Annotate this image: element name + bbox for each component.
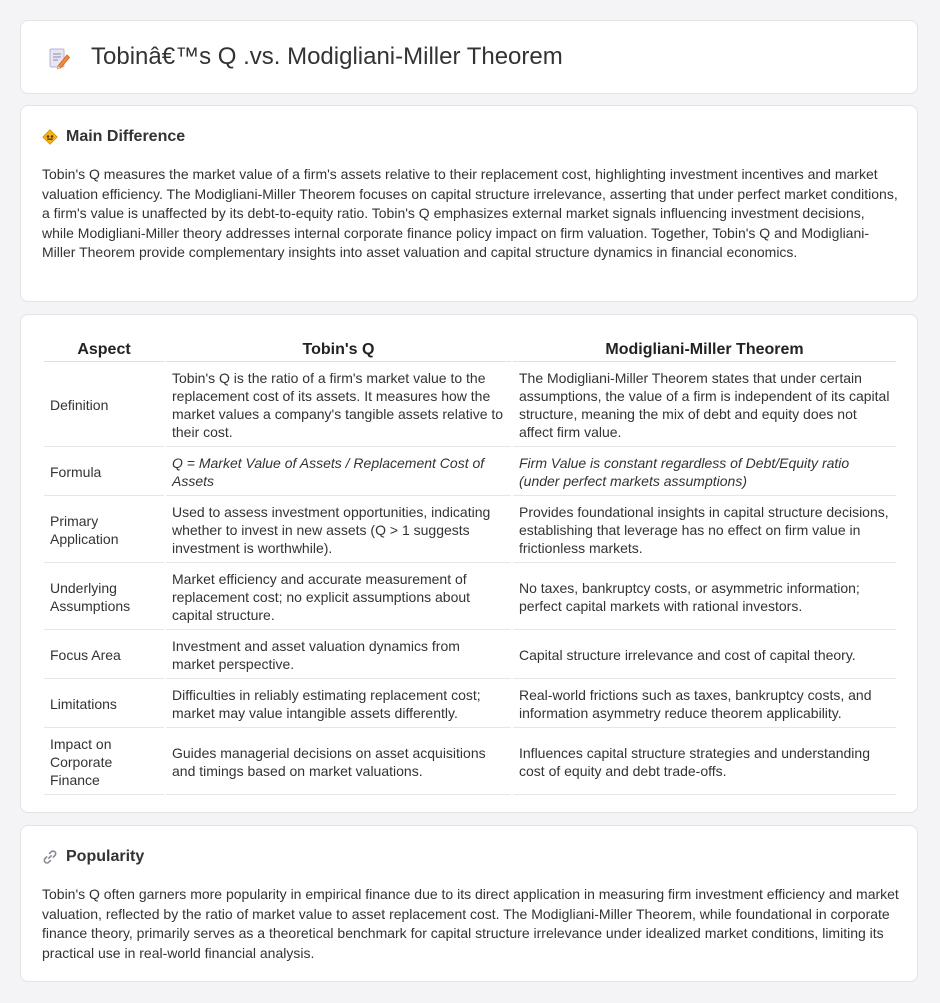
popularity-section	[20, 825, 918, 982]
aspect-cell: Underlying Assumptions	[44, 565, 164, 630]
table-row	[44, 364, 896, 447]
modigliani-miller-cell: Capital structure irrelevance and cost of capital theory.	[513, 632, 896, 679]
tobins-q-cell: Guides managerial decisions on asset acquisitions and timings based on market valuations.	[166, 730, 511, 795]
column-header-modigliani-miller: Modigliani-Miller Theorem	[513, 337, 896, 362]
comparison-section	[20, 314, 918, 813]
column-header-aspect: Aspect	[44, 337, 164, 362]
main-difference-heading: Main Difference	[66, 128, 186, 145]
tobins-q-cell: Investment and asset valuation dynamics from market perspective.	[166, 632, 511, 679]
table-row	[44, 498, 896, 563]
tobins-q-cell: Difficulties in reliably estimating replacement cost; market may value intangible assets differently.	[166, 681, 511, 728]
column-header-tobins-q: Tobin's Q	[166, 337, 511, 362]
aspect-cell: Primary Application	[44, 498, 164, 563]
comparison-table	[42, 335, 898, 797]
main-difference-header	[42, 128, 185, 146]
aspect-cell: Impact on Corporate Finance	[44, 730, 164, 795]
popularity-header	[42, 848, 144, 866]
main-difference-section	[20, 105, 918, 302]
aspect-cell: Focus Area	[44, 632, 164, 679]
modigliani-miller-cell: Real-world frictions such as taxes, bankruptcy costs, and information asymmetry reduce theorem applicability.	[513, 681, 896, 728]
link-icon	[42, 849, 58, 865]
table-row	[44, 681, 896, 728]
popularity-text: Tobin's Q often garners more popularity in empirical finance due to its direct application in measuring firm investment efficiency and market valuation, reflected by the ratio of market value to asset replacement cost. The Modigliani-Miller Theorem, while foundational in corporate finance theory, primarily serves as a theoretical benchmark for capital structure irrelevance under idealized market conditions, limiting its practical use in real-world financial analysis.	[42, 886, 899, 961]
aspect-cell: Limitations	[44, 681, 164, 728]
table-header-row	[44, 337, 896, 362]
modigliani-miller-cell: No taxes, bankruptcy costs, or asymmetric information; perfect capital markets with rational investors.	[513, 565, 896, 630]
aspect-cell: Formula	[44, 449, 164, 496]
main-difference-text: Tobin's Q measures the market value of a firm's assets relative to their replacement cost, highlighting investment incentives and market valuation efficiency. The Modigliani-Miller Theorem focuses on capital structure irrelevance, asserting that under perfect market conditions, a firm's value is unaffected by its debt-to-equity ratio. Tobin's Q emphasizes external market signals influencing investment decisions, while Modigliani-Miller theory addresses internal corporate finance policy impact on firm valuation. Together, Tobin's Q and Modigliani-Miller Theorem provide complementary insights into asset valuation and capital structure dynamics in financial economics.	[42, 166, 898, 261]
modigliani-miller-cell: Firm Value is constant regardless of Debt/Equity ratio (under perfect markets assumptions)	[513, 449, 896, 496]
table-row	[44, 449, 896, 496]
popularity-heading: Popularity	[66, 848, 145, 865]
modigliani-miller-cell: Provides foundational insights in capital structure decisions, establishing that leverage has no effect on firm value in frictionless markets.	[513, 498, 896, 563]
modigliani-miller-cell: Influences capital structure strategies and understanding cost of equity and debt trade-offs.	[513, 730, 896, 795]
table-row	[44, 730, 896, 795]
tobins-q-cell: Market efficiency and accurate measurement of replacement cost; no explicit assumptions about capital structure.	[166, 565, 511, 630]
aspect-cell: Definition	[44, 364, 164, 447]
table-row	[44, 565, 896, 630]
tobins-q-cell: Q = Market Value of Assets / Replacement Cost of Assets	[166, 449, 511, 496]
document-pencil-icon	[47, 46, 71, 70]
tobins-q-cell: Used to assess investment opportunities, indicating whether to invest in new assets (Q > 1 suggests investment is worthwhile).	[166, 498, 511, 563]
modigliani-miller-cell: The Modigliani-Miller Theorem states that under certain assumptions, the value of a firm is independent of its capital structure, meaning the mix of debt and equity does not affect firm value.	[513, 364, 896, 447]
title-card	[20, 20, 918, 94]
page-title: Tobinâ€™s Q .vs. Modigliani-Miller Theorem	[91, 43, 563, 70]
tobins-q-cell: Tobin's Q is the ratio of a firm's market value to the replacement cost of its assets. It measures how the market values a company's tangible assets relative to their cost.	[166, 364, 511, 447]
diamond-sign-icon	[42, 129, 58, 145]
table-row	[44, 632, 896, 679]
